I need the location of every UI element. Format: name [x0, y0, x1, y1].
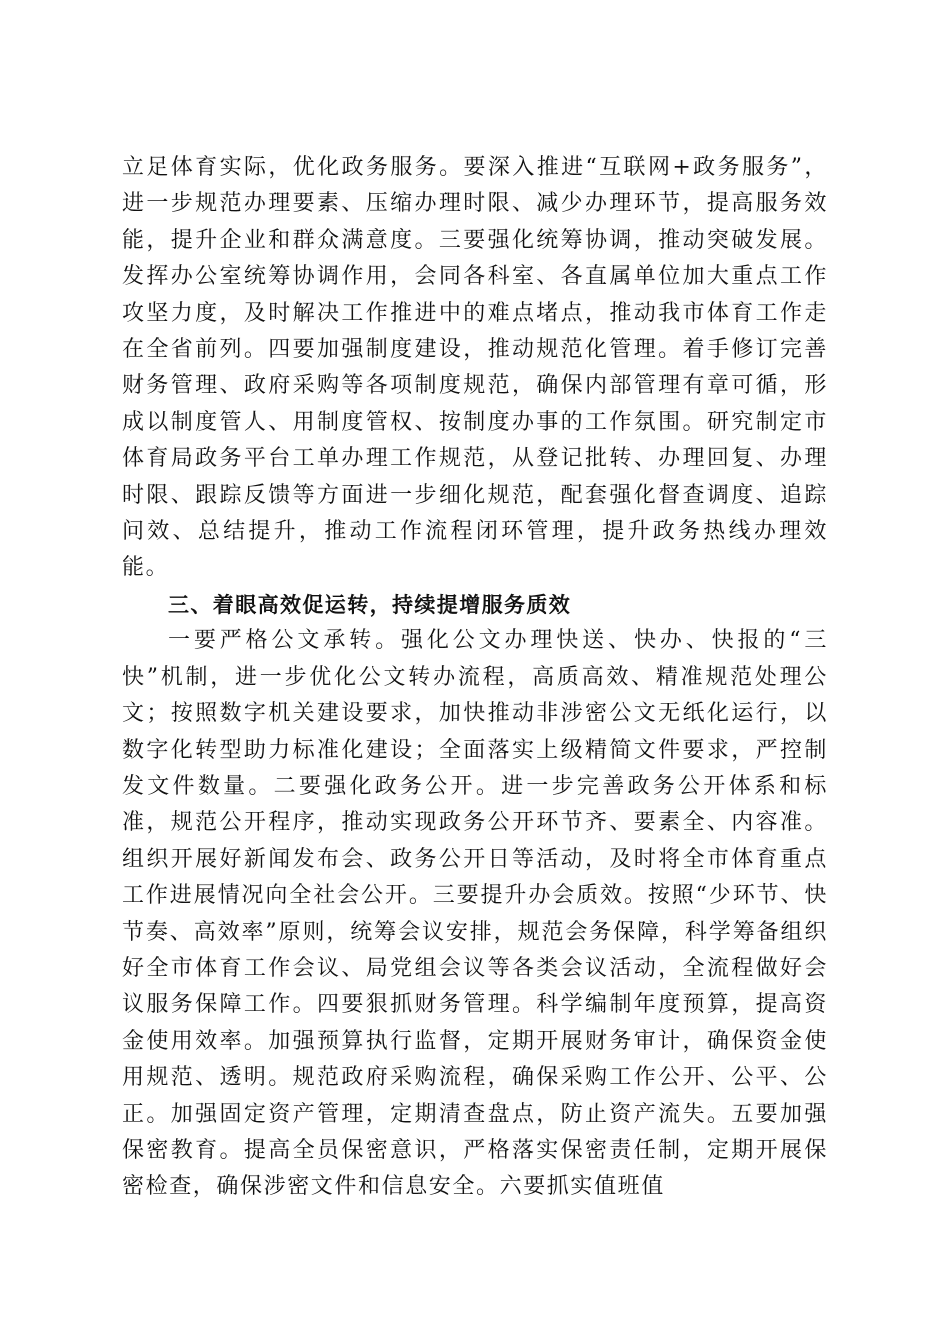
- document-body: [122, 150, 828, 1206]
- paragraph-continuation: 立足体育实际，优化政务服务。要深入推进“互联网+政务服务”，进一步规范办理要素、压缩办理时限、减少办理环节，提高服务效能，提升企业和群众满意度。三要强化统筹协调，推动突破发展。发挥办公室统筹协调作用，会同各科室、各直属单位加大重点工作攻坚力度，及时解决工作推进中的难点堵点，推动我市体育工作走在全省前列。四要加强制度建设，推动规范化管理。着手修订完善财务管理、政府采购等各项制度规范，确保内部管理有章可循，形成以制度管人、用制度管权、按制度办事的工作氛围。研究制定市体育局政务平台工单办理工作规范，从登记批转、办理回复、办理时限、跟踪反馈等方面进一步细化规范，配套强化督查调度、追踪问效、总结提升，推动工作流程闭环管理，提升政务热线办理效能。: [122, 155, 828, 581]
- section-heading-3: 三、着眼高效促运转，持续提增服务质效: [168, 592, 572, 617]
- paragraph-section-3: 一要严格公文承转。强化公文办理快送、快办、快报的“三快”机制，进一步优化公文转办流程，高质高效、精准规范处理公文；按照数字机关建设要求，加快推动非涉密公文无纸化运行，以数字化转型助力标准化建设；全面落实上级精简文件要求，严控制发文件数量。二要强化政务公开。进一步完善政务公开体系和标准，规范公开程序，推动实现政务公开环节齐、要素全、内容准。组织开展好新闻发布会、政务公开日等活动，及时将全市体育重点工作进展情况向全社会公开。三要提升办会质效。按照“少环节、快节奏、高效率”原则，统筹会议安排，规范会务保障，科学筹备组织好全市体育工作会议、局党组会议等各类会议活动，全流程做好会议服务保障工作。四要狠抓财务管理。科学编制年度预算，提高资金使用效率。加强预算执行监督，定期开展财务审计，确保资金使用规范、透明。规范政府采购流程，确保采购工作公开、公平、公正。加强固定资产管理，定期清查盘点，防止资产流失。五要加强保密教育。提高全员保密意识，严格落实保密责任制，定期开展保密检查，确保涉密文件和信息安全。六要抓实值班值: [122, 628, 828, 1200]
